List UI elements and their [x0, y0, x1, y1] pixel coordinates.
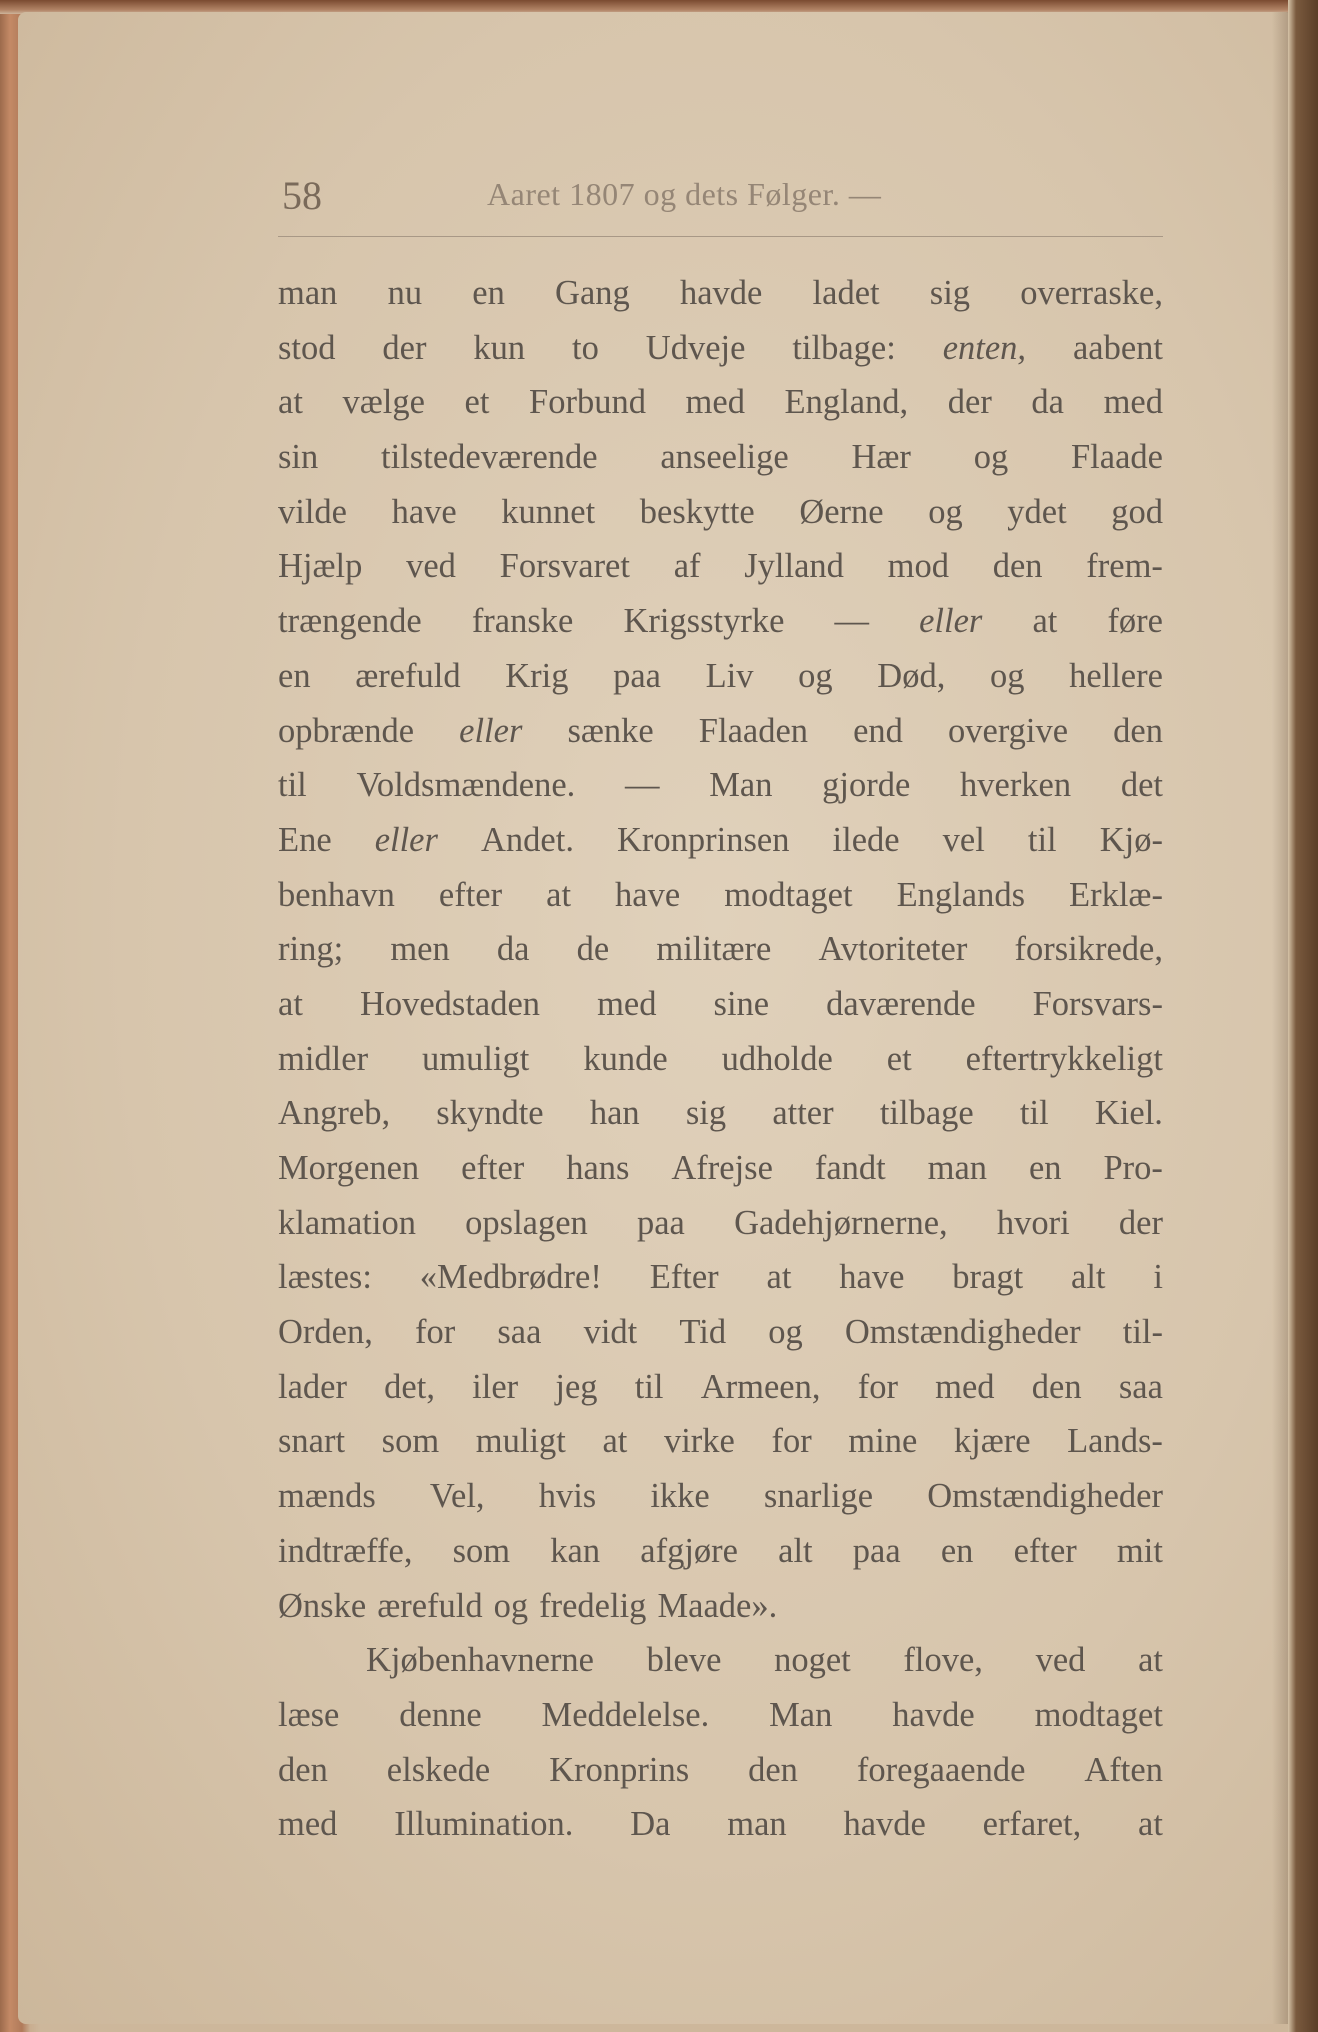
text-line: ring; men da de militære Avtoriteter forsikrede,: [278, 930, 1163, 969]
text-line: med Illumination. Da man havde erfaret, at: [278, 1805, 1163, 1844]
text-line: klamation opslagen paa Gadehjørnerne, hvori der: [278, 1203, 1163, 1242]
text-line: vilde have kunnet beskytte Øerne og ydet god: [278, 492, 1163, 531]
text-line: midler umuligt kunde udholde et eftertrykkeligt: [278, 1039, 1163, 1078]
text-line: læse denne Meddelelse. Man havde modtaget: [278, 1695, 1163, 1734]
book-right-edge: [1288, 0, 1318, 2032]
text-line: snart som muligt at virke for mine kjære Lands-: [278, 1422, 1163, 1461]
page-header: [282, 168, 1162, 228]
text-line: Kjøbenhavnerne bleve noget flove, ved at: [366, 1641, 1163, 1680]
page-number: 58: [282, 173, 322, 218]
text-line: indtræffe, som kan afgjøre alt paa en efter mit: [278, 1531, 1163, 1570]
text-line: man nu en Gang havde ladet sig overraske,: [278, 274, 1163, 312]
text-line: sin tilstedeværende anseelige Hær og Flaade: [278, 438, 1163, 477]
text-line: opbrænde eller sænke Flaaden end overgive den: [278, 711, 1163, 750]
header-rule: [278, 236, 1163, 237]
text-line: til Voldsmændene. — Man gjorde hverken det: [278, 766, 1163, 805]
text-line: Ønske ærefuld og fredelig Maade».: [278, 1586, 778, 1625]
text-line: lader det, iler jeg til Armeen, for med den saa: [278, 1367, 1163, 1406]
text-line: den elskede Kronprins den foregaaende Aften: [278, 1750, 1163, 1789]
running-head: Aaret 1807 og dets Følger. —: [487, 176, 882, 212]
text-line: at vælge et Forbund med England, der da med: [278, 383, 1163, 422]
text-line: benhavn efter at have modtaget Englands Erklæ-: [278, 875, 1163, 914]
text-line: en ærefuld Krig paa Liv og Død, og hellere: [278, 656, 1163, 695]
text-line: Orden, for saa vidt Tid og Omstændigheder til-: [278, 1313, 1163, 1352]
text-line: Morgenen efter hans Afrejse fandt man en Pro-: [278, 1149, 1163, 1187]
text-line: Ene eller Andet. Kronprinsen ilede vel til Kjø-: [278, 820, 1163, 859]
text-line: trængende franske Krigsstyrke — eller at føre: [278, 602, 1163, 641]
text-line: læstes: «Medbrødre! Efter at have bragt alt i: [278, 1258, 1163, 1297]
body-text: [278, 266, 1163, 1852]
text-line: Angreb, skyndte han sig atter tilbage til Kiel.: [278, 1094, 1163, 1133]
text-line: at Hovedstaden med sine daværende Forsvars-: [278, 984, 1163, 1023]
text-line: stod der kun to Udveje tilbage: enten, aabent: [278, 328, 1163, 367]
text-line: Hjælp ved Forsvaret af Jylland mod den frem-: [278, 547, 1163, 586]
text-line: mænds Vel, hvis ikke snarlige Omstændigheder: [278, 1477, 1163, 1516]
